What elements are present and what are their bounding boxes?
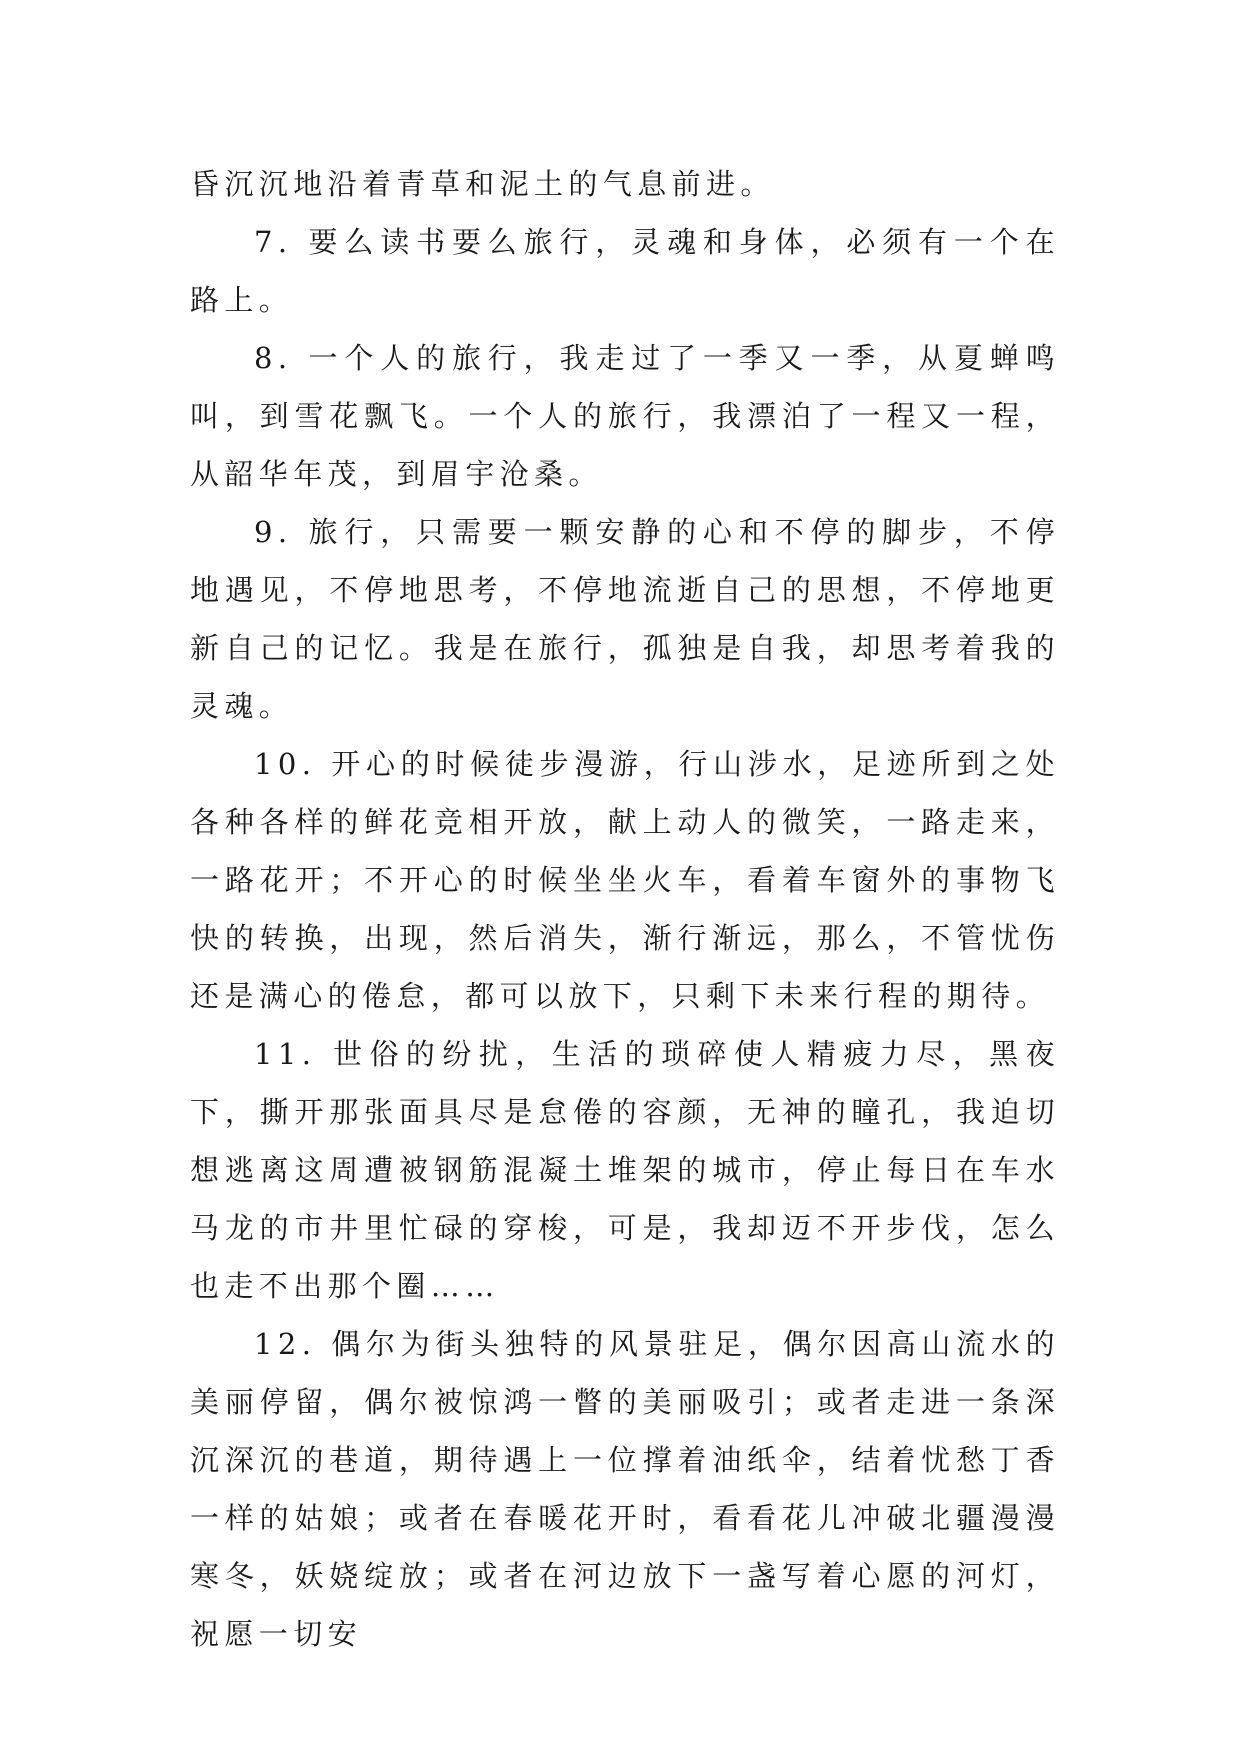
paragraph-7: 7. 要么读书要么旅行，灵魂和身体，必须有一个在路上。 <box>190 225 1060 317</box>
paragraph-12: 12. 偶尔为街头独特的风景驻足，偶尔因高山流水的美丽停留，偶尔被惊鸿一瞥的美丽吸引；或者走进一条深沉深沉的巷道，期待遇上一位撑着油纸伞，结着忧愁丁香一样的姑娘；或者在春暖花开时，看看花儿冲破北疆漫漫寒冬，妖娆绽放；或者在河边放下一盏写着心愿的河灯，祝愿一切安 <box>190 1327 1060 1651</box>
paragraph-10: 10. 开心的时候徒步漫游，行山涉水，足迹所到之处各种各样的鲜花竞相开放，献上动人的微笑，一路走来，一路花开；不开心的时候坐坐火车，看着车窗外的事物飞快的转换，出现，然后消失，渐行渐远，那么，不管忧伤还是满心的倦怠，都可以放下，只剩下未来行程的期待。 <box>190 747 1060 1013</box>
paragraph-8: 8. 一个人的旅行，我走过了一季又一季，从夏蝉鸣叫，到雪花飘飞。一个人的旅行，我漂泊了一程又一程，从韶华年茂，到眉宇沧桑。 <box>190 341 1060 491</box>
document-page <box>190 155 1060 1663</box>
paragraph-9: 9. 旅行，只需要一颗安静的心和不停的脚步，不停地遇见，不停地思考，不停地流逝自己的思想，不停地更新自己的记忆。我是在旅行，孤独是自我，却思考着我的灵魂。 <box>190 515 1060 723</box>
paragraph-6-continuation: 昏沉沉地沿着青草和泥土的气息前进。 <box>190 167 775 201</box>
paragraph-11: 11. 世俗的纷扰，生活的琐碎使人精疲力尽，黑夜下，撕开那张面具尽是怠倦的容颜，无神的瞳孔，我迫切想逃离这周遭被钢筋混凝土堆架的城市，停止每日在车水马龙的市井里忙碌的穿梭，可是，我却迈不开步伐，怎么也走不出那个圈…… <box>190 1037 1060 1303</box>
